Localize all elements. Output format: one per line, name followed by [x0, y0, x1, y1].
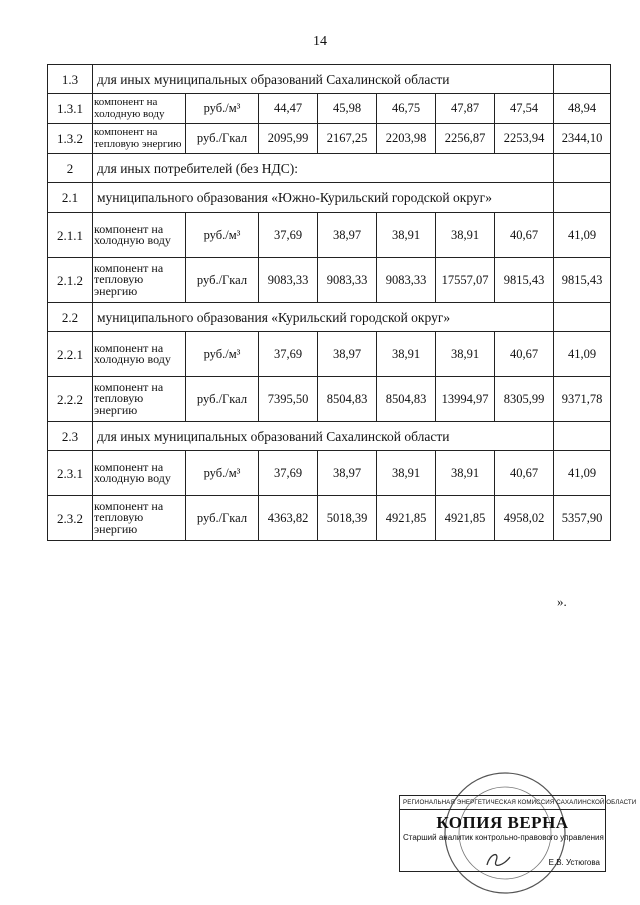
unit-cell: руб./м³	[186, 332, 259, 377]
value-cell: 5018,39	[318, 496, 377, 541]
component-name: компонент на тепловую энергию	[93, 377, 186, 422]
value-cell: 2256,87	[436, 124, 495, 154]
value-cell: 9083,33	[377, 258, 436, 303]
value-cell: 47,87	[436, 94, 495, 124]
row-code: 2	[48, 154, 93, 183]
section-row	[48, 183, 611, 213]
value-cell: 4921,85	[377, 496, 436, 541]
value-cell: 17557,07	[436, 258, 495, 303]
tariff-table	[47, 64, 611, 541]
row-code: 2.2.2	[48, 377, 93, 422]
row-code: 1.3	[48, 65, 93, 94]
value-cell: 2253,94	[495, 124, 554, 154]
value-cell: 44,47	[259, 94, 318, 124]
component-name: компонент на холодную воду	[93, 213, 186, 258]
component-name: компонент на холодную воду	[93, 332, 186, 377]
stamp-organization: РЕГИОНАЛЬНАЯ ЭНЕРГЕТИЧЕСКАЯ КОМИССИЯ САХАЛИНСКОЙ ОБЛАСТИ	[403, 799, 637, 806]
table-row	[48, 451, 611, 496]
row-code: 2.3.1	[48, 451, 93, 496]
row-code: 2.3.2	[48, 496, 93, 541]
value-cell: 8504,83	[318, 377, 377, 422]
value-cell: 2344,10	[554, 124, 611, 154]
value-cell: 38,91	[436, 332, 495, 377]
table-row	[48, 258, 611, 303]
value-cell: 2167,25	[318, 124, 377, 154]
value-cell: 4921,85	[436, 496, 495, 541]
stamp-position: Старший аналитик контрольно-правового управления	[403, 833, 604, 842]
component-name: компонент на тепловую энергию	[93, 496, 186, 541]
value-cell: 4363,82	[259, 496, 318, 541]
row-code: 2.2	[48, 303, 93, 332]
unit-cell: руб./Гкал	[186, 258, 259, 303]
value-cell: 9371,78	[554, 377, 611, 422]
empty-cell	[554, 422, 611, 451]
value-cell: 2203,98	[377, 124, 436, 154]
table-row	[48, 124, 611, 154]
value-cell: 38,97	[318, 332, 377, 377]
empty-cell	[554, 303, 611, 332]
row-code: 2.1.2	[48, 258, 93, 303]
row-code: 1.3.2	[48, 124, 93, 154]
empty-cell	[554, 154, 611, 183]
page-number: 14	[313, 34, 327, 49]
section-title: для иных муниципальных образований Сахалинской области	[93, 65, 554, 94]
section-row	[48, 65, 611, 94]
unit-cell: руб./м³	[186, 451, 259, 496]
unit-cell: руб./Гкал	[186, 377, 259, 422]
stamp-copy-label: КОПИЯ ВЕРНА	[436, 813, 569, 832]
row-code: 1.3.1	[48, 94, 93, 124]
section-title: для иных муниципальных образований Сахалинской области	[93, 422, 554, 451]
value-cell: 46,75	[377, 94, 436, 124]
row-code: 2.1.1	[48, 213, 93, 258]
stamp-divider	[400, 809, 605, 810]
value-cell: 40,67	[495, 213, 554, 258]
table-row	[48, 332, 611, 377]
closing-quote: ».	[557, 594, 567, 609]
value-cell: 9083,33	[318, 258, 377, 303]
value-cell: 41,09	[554, 332, 611, 377]
component-name: компонент на тепловую энергию	[93, 258, 186, 303]
unit-cell: руб./м³	[186, 94, 259, 124]
value-cell: 2095,99	[259, 124, 318, 154]
table-row	[48, 377, 611, 422]
component-name: компонент на тепловую энергию	[93, 124, 186, 154]
value-cell: 38,91	[377, 451, 436, 496]
value-cell: 38,97	[318, 451, 377, 496]
value-cell: 8305,99	[495, 377, 554, 422]
section-row	[48, 303, 611, 332]
table-row	[48, 94, 611, 124]
row-code: 2.1	[48, 183, 93, 213]
value-cell: 45,98	[318, 94, 377, 124]
table-row	[48, 213, 611, 258]
row-code: 2.3	[48, 422, 93, 451]
value-cell: 38,91	[377, 213, 436, 258]
value-cell: 38,97	[318, 213, 377, 258]
row-code: 2.2.1	[48, 332, 93, 377]
section-title: муниципального образования «Курильский городской округ»	[93, 303, 554, 332]
value-cell: 37,69	[259, 332, 318, 377]
value-cell: 38,91	[436, 451, 495, 496]
value-cell: 5357,90	[554, 496, 611, 541]
value-cell: 41,09	[554, 451, 611, 496]
value-cell: 41,09	[554, 213, 611, 258]
value-cell: 9815,43	[554, 258, 611, 303]
value-cell: 9083,33	[259, 258, 318, 303]
value-cell: 37,69	[259, 213, 318, 258]
value-cell: 40,67	[495, 332, 554, 377]
component-name: компонент на холодную воду	[93, 451, 186, 496]
value-cell: 37,69	[259, 451, 318, 496]
value-cell: 13994,97	[436, 377, 495, 422]
value-cell: 48,94	[554, 94, 611, 124]
stamp-signer: Е.В. Устюгова	[548, 858, 600, 867]
table-row	[48, 496, 611, 541]
value-cell: 38,91	[377, 332, 436, 377]
tariff-table-body	[48, 65, 611, 541]
value-cell: 38,91	[436, 213, 495, 258]
empty-cell	[554, 183, 611, 213]
certification-stamp	[399, 795, 637, 872]
empty-cell	[554, 65, 611, 94]
value-cell: 40,67	[495, 451, 554, 496]
section-title: для иных потребителей (без НДС):	[93, 154, 554, 183]
value-cell: 9815,43	[495, 258, 554, 303]
section-title: муниципального образования «Южно-Курильский городской округ»	[93, 183, 554, 213]
unit-cell: руб./Гкал	[186, 124, 259, 154]
value-cell: 8504,83	[377, 377, 436, 422]
value-cell: 47,54	[495, 94, 554, 124]
unit-cell: руб./Гкал	[186, 496, 259, 541]
value-cell: 7395,50	[259, 377, 318, 422]
value-cell: 4958,02	[495, 496, 554, 541]
section-row	[48, 154, 611, 183]
unit-cell: руб./м³	[186, 213, 259, 258]
component-name: компонент на холодную воду	[93, 94, 186, 124]
section-row	[48, 422, 611, 451]
